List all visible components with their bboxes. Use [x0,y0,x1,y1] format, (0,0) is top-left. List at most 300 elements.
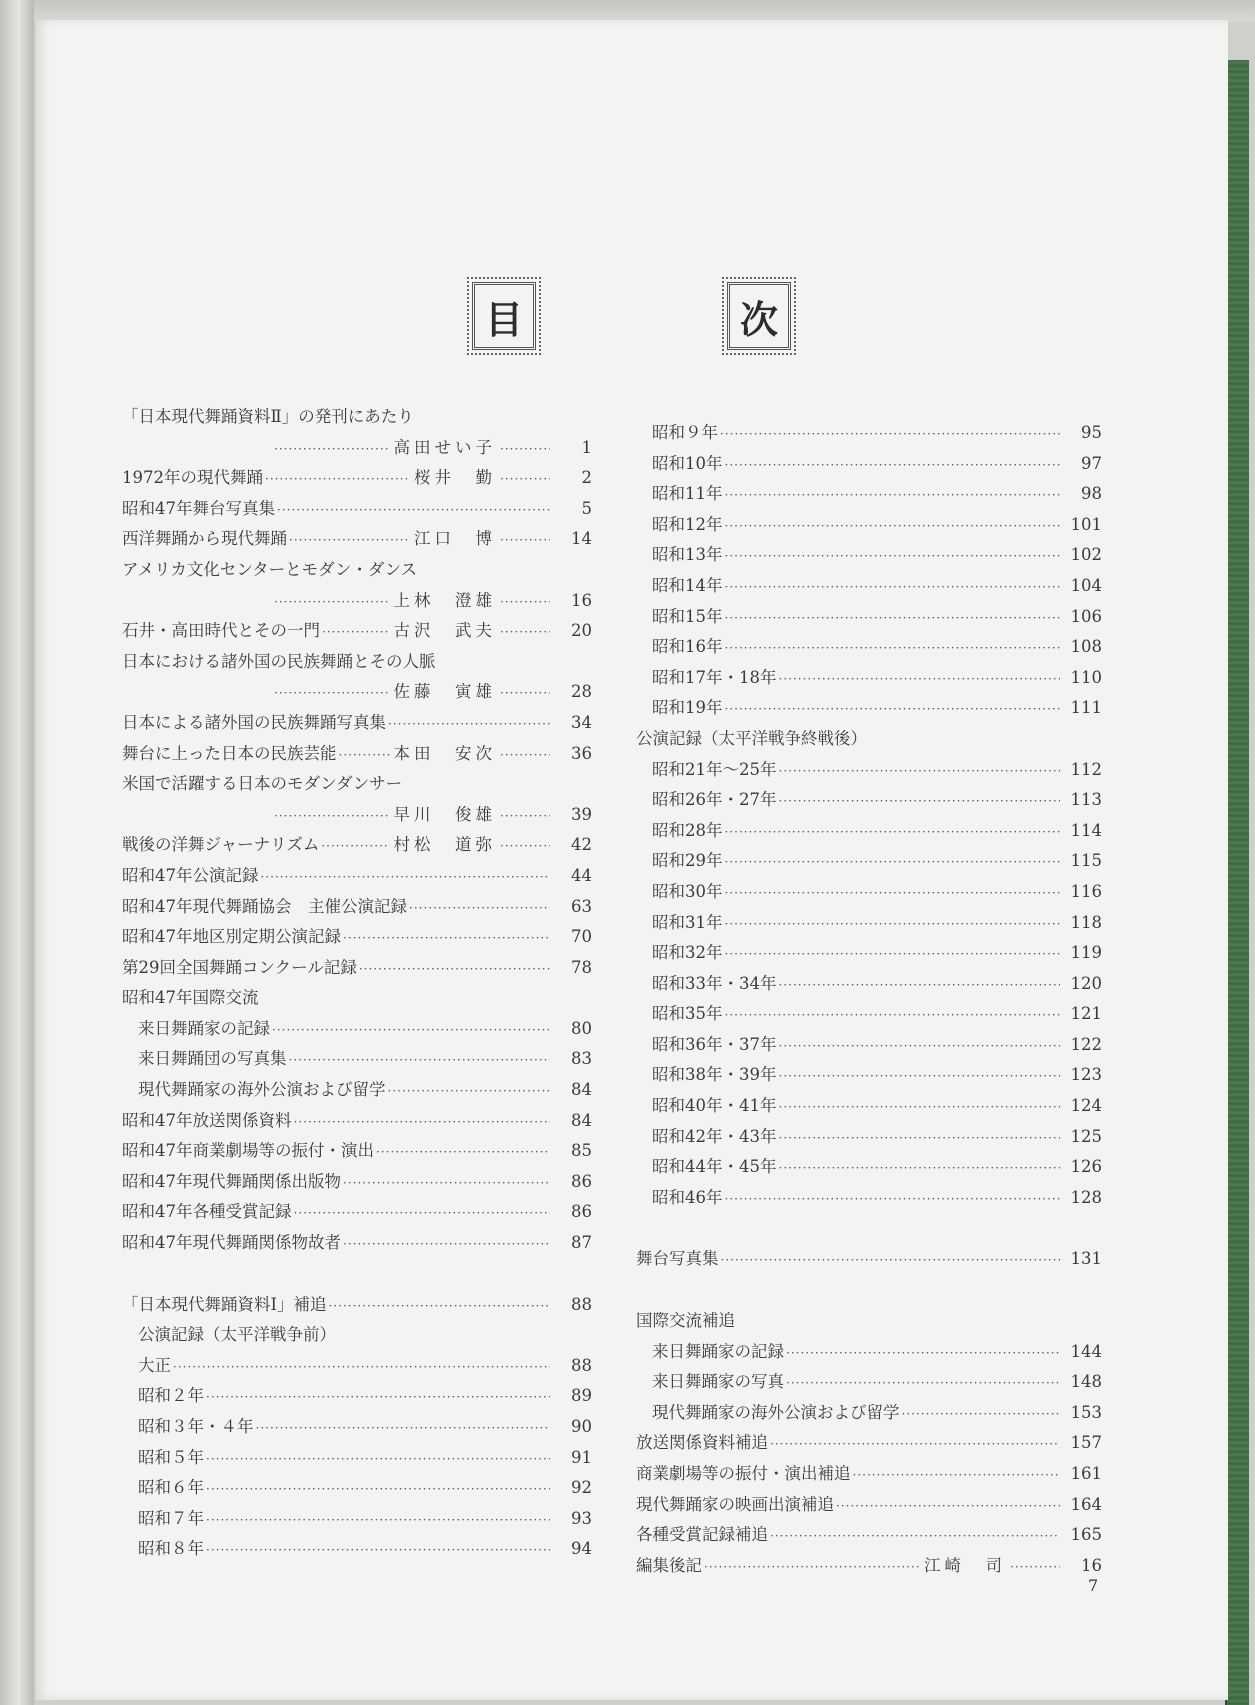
toc-entry-page: 1 [581,437,592,457]
toc-entry [636,877,1102,908]
toc-entry-page: 114 [1070,820,1102,840]
leader-dots [500,587,550,618]
page-number: 7 [1088,1576,1099,1595]
toc-entry-title: 昭和12年 [652,514,723,534]
leader-dots [779,970,1061,1001]
toc-entry [122,861,592,892]
toc-entry [122,677,592,708]
leader-dots [277,495,550,526]
toc-entry [122,953,592,984]
toc-entry-page: 44 [571,865,592,885]
toc-entry-page: 120 [1070,973,1102,993]
leader-dots [836,1491,1060,1522]
leader-dots [206,1505,550,1536]
toc-entry-title: 昭和７年 [138,1508,204,1528]
toc-entry-title: 昭和３年・４年 [138,1417,254,1436]
toc-entry-page: 89 [571,1386,592,1406]
toc-entry-page: 2 [581,468,592,488]
toc-entry-title: 昭和47年現代舞踊関係出版物 [122,1171,341,1191]
toc-entry-title: 昭和17年・18年 [652,667,777,687]
toc-entry [636,1122,1102,1153]
leader-dots [500,740,550,771]
leader-dots [779,786,1061,817]
toc-entry-page: 39 [571,804,592,824]
toc-spacer [636,1213,1102,1244]
toc-entry [636,908,1102,939]
leader-dots [725,694,1061,725]
toc-entry-page: 63 [571,896,592,916]
leader-dots [725,450,1061,481]
toc-entry [122,647,592,678]
leader-dots [725,817,1061,848]
toc-entry-page: 42 [571,835,592,855]
toc-entry [636,846,1102,877]
toc-entry-page: 112 [1070,759,1102,779]
toc-entry-page: 125 [1070,1126,1102,1146]
toc-entry [122,769,592,800]
toc-entry-page: 106 [1070,606,1102,626]
toc-entry-page: 165 [1070,1525,1102,1545]
toc-entry-page: 98 [1081,484,1102,504]
toc-entry-page: 131 [1070,1249,1102,1269]
leader-dots [500,678,550,709]
leader-dots [376,1137,550,1168]
toc-entry [122,1381,592,1412]
leader-dots [294,1198,551,1229]
leader-dots [388,1076,551,1107]
toc-entry-page: 157 [1070,1433,1102,1453]
toc-entry [122,616,592,647]
toc-entry-author: 早川 俊雄 [393,804,496,824]
toc-entry-title: 来日舞踊家の写真 [652,1372,784,1392]
toc-entry [636,1398,1102,1429]
leader-dots [339,740,390,771]
toc-entry-title: 「日本現代舞踊資料Ⅰ」補追 [122,1294,327,1314]
leader-dots [500,801,550,832]
leader-dots [786,1338,1060,1369]
toc-entry [122,1044,592,1075]
leader-dots [322,617,390,648]
leader-dots [779,1123,1061,1154]
toc-entry [122,800,592,831]
toc-entry-page: 85 [571,1141,592,1161]
toc-entry [122,524,592,555]
leader-dots [721,1245,1061,1276]
leader-dots [779,1061,1061,1092]
leader-dots [294,1107,551,1138]
toc-entry-page: 95 [1081,423,1102,442]
toc-entry-title: 昭和47年地区別定期公演記録 [122,927,341,947]
leader-dots [779,756,1061,787]
leader-dots [779,1092,1061,1123]
toc-entry-page: 88 [571,1294,592,1314]
toc-entry-title: 日本による諸外国の民族舞踊写真集 [122,712,386,732]
toc-entry-title: 編集後記 [636,1555,702,1575]
toc-entry [636,571,1102,602]
toc-entry [122,555,592,586]
toc-entry-page: 113 [1070,790,1102,810]
toc-heading-char-1: 目 [472,282,536,350]
toc-entry-page: 102 [1070,545,1102,565]
toc-entry-title: 昭和47年現代舞踊協会 主催公演記録 [122,896,407,916]
toc-entry-title: 舞台写真集 [636,1249,719,1269]
leader-dots [500,831,550,862]
toc-entry-page: 110 [1070,667,1102,687]
toc-entry [122,739,592,770]
leader-dots [206,1535,550,1566]
leader-dots [725,633,1061,664]
toc-entry [636,1060,1102,1091]
toc-entry-author: 村松 道弥 [393,835,496,855]
toc-entry-page: 5 [581,498,592,518]
toc-spacer [122,1259,592,1290]
toc-entry-title: 昭和29年 [652,851,723,871]
toc-entry-author: 江口 博 [414,529,496,549]
toc-entry [122,433,592,464]
leader-dots [500,464,550,495]
toc-entry-title: 昭和42年・43年 [652,1126,777,1146]
book-cover-edge [1225,60,1249,1705]
toc-entry-title: 石井・高田時代とその一門 [122,621,320,641]
toc-entry-title: 米国で活躍する日本のモダンダンサー [122,774,403,794]
toc-entry-page: 111 [1070,698,1102,718]
toc-entry-author: 本田 安次 [393,743,496,763]
leader-dots [500,525,550,556]
toc-entry-title: 放送関係資料補追 [636,1433,768,1453]
toc-entry [122,830,592,861]
leader-dots [321,831,389,862]
toc-entry-page: 119 [1070,943,1102,963]
toc-entry [122,1014,592,1045]
toc-entry-title: 昭和16年 [652,637,723,657]
book-gutter [0,0,34,1705]
toc-entry-title: 商業劇場等の振付・演出補追 [636,1464,851,1483]
toc-entry-title: 昭和11年 [652,484,723,504]
toc-entry-title: 昭和47年国際交流 [122,988,259,1008]
toc-entry-title: 昭和47年舞台写真集 [122,498,275,518]
toc-entry-title: 昭和47年公演記録 [122,865,259,885]
toc-entry-page: 88 [571,1355,592,1375]
leader-dots [329,1291,550,1322]
toc-entry-page: 90 [571,1417,592,1436]
toc-entry-page: 94 [571,1539,592,1559]
toc-entry-title: 昭和２年 [138,1386,204,1406]
toc-entry-title: 昭和35年 [652,1004,723,1024]
toc-entry-title: 大正 [138,1355,171,1375]
toc-entry-title: 昭和19年 [652,698,723,718]
toc-entry-page: 161 [1070,1464,1102,1483]
toc-entry-title: 昭和31年 [652,912,723,932]
leader-dots [265,464,410,495]
leader-dots [289,525,410,556]
toc-entry-page: 164 [1070,1494,1102,1514]
toc-entry-title: 昭和44年・45年 [652,1157,777,1177]
toc-entry-page: 144 [1070,1341,1102,1361]
leader-dots [289,1045,551,1076]
toc-left-column [122,402,592,1565]
toc-entry-page: 16 [1081,1555,1102,1575]
leader-dots [343,1229,550,1260]
toc-entry-page: 118 [1070,912,1102,932]
toc-entry [122,1351,592,1382]
toc-entry [636,816,1102,847]
toc-entry-page: 93 [571,1508,592,1528]
leader-dots [274,434,390,465]
toc-entry [122,1167,592,1198]
toc-entry-page: 91 [571,1447,592,1467]
toc-entry [636,510,1102,541]
leader-dots [359,954,550,985]
toc-entry-title: 現代舞踊家の海外公演および留学 [138,1080,386,1100]
toc-entry-title: 「日本現代舞踊資料Ⅱ」の発刊にあたり [122,407,414,426]
toc-entry-page: 116 [1070,881,1102,901]
toc-entry-page: 104 [1070,575,1102,595]
toc-entry-title: 現代舞踊家の映画出演補追 [636,1494,834,1514]
toc-entry-title: 各種受賞記録補追 [636,1525,768,1545]
toc-entry [122,983,592,1014]
toc-entry [122,1473,592,1504]
leader-dots [779,664,1061,695]
toc-entry [636,418,1102,449]
leader-dots [206,1382,550,1413]
toc-entry-page: 124 [1070,1096,1102,1116]
toc-entry-page: 123 [1070,1065,1102,1085]
toc-entry-page: 78 [571,957,592,977]
toc-entry [636,663,1102,694]
toc-entry [122,1228,592,1259]
toc-entry-page: 70 [571,927,592,947]
toc-entry [122,1412,592,1443]
toc-spacer [636,1275,1102,1306]
toc-entry-page: 97 [1081,453,1102,473]
toc-entry-title: 来日舞踊家の記録 [138,1018,270,1038]
leader-dots [343,1168,550,1199]
toc-entry-title: 国際交流補追 [636,1311,735,1331]
leader-dots [725,1000,1061,1031]
toc-entry-title: 昭和46年 [652,1187,723,1207]
toc-entry [636,632,1102,663]
toc-entry [636,1244,1102,1275]
toc-entry-title: 戦後の洋舞ジャーナリズム [122,835,320,855]
toc-entry [636,755,1102,786]
toc-entry [122,1136,592,1167]
toc-entry [122,1075,592,1106]
toc-entry-page: 101 [1070,514,1102,534]
leader-dots [274,587,390,618]
toc-entry-title: 昭和15年 [652,606,723,626]
leader-dots [725,909,1061,940]
toc-entry [636,479,1102,510]
toc-entry-page: 148 [1070,1372,1102,1392]
leader-dots [725,541,1061,572]
toc-entry-page: 115 [1070,851,1102,871]
toc-entry [636,1490,1102,1521]
toc-entry-title: 昭和５年 [138,1447,204,1467]
leader-dots [725,511,1061,542]
toc-entry [122,922,592,953]
toc-entry [636,1030,1102,1061]
leader-dots [725,1184,1061,1215]
toc-entry [122,892,592,923]
book-top-edge [34,0,1255,22]
toc-entry-page: 80 [571,1018,592,1038]
toc-entry [122,1443,592,1474]
leader-dots [1010,1552,1060,1583]
leader-dots [272,1015,550,1046]
toc-entry [636,693,1102,724]
toc-entry-page: 34 [571,712,592,732]
toc-entry [122,1534,592,1565]
toc-entry [636,724,1102,755]
toc-entry-title: 1972年の現代舞踊 [122,468,263,488]
toc-entry-page: 122 [1070,1034,1102,1054]
leader-dots [261,862,551,893]
leader-dots [274,678,390,709]
toc-entry-title: 公演記録（太平洋戦争終戦後） [636,728,867,748]
toc-entry-title: 公演記録（太平洋戦争前） [138,1325,336,1345]
toc-entry [636,602,1102,633]
toc-entry [636,1367,1102,1398]
toc-entry-title: 昭和30年 [652,881,723,901]
toc-entry-page: 92 [571,1478,592,1498]
toc-entry-page: 14 [571,529,592,549]
toc-entry-title: 昭和32年 [652,943,723,963]
toc-entry [122,402,592,433]
toc-entry-author: 佐藤 寅雄 [393,682,496,702]
leader-dots [779,1153,1061,1184]
leader-dots [343,923,550,954]
toc-entry [122,494,592,525]
toc-entry-title: アメリカ文化センターとモダン・ダンス [122,559,418,579]
toc-entry-page: 87 [571,1233,592,1253]
toc-entry-title: 昭和38年・39年 [652,1065,777,1085]
toc-entry [636,1152,1102,1183]
toc-entry-page: 128 [1070,1187,1102,1207]
toc-entry-page: 126 [1070,1157,1102,1177]
toc-entry-title: 昭和26年・27年 [652,790,777,810]
toc-entry-page: 121 [1070,1004,1102,1024]
toc-entry-title: 昭和47年放送関係資料 [122,1110,292,1130]
toc-entry-title: 来日舞踊家の記録 [652,1341,784,1361]
toc-entry-page: 36 [571,743,592,763]
leader-dots [409,893,550,924]
toc-entry-page: 84 [571,1110,592,1130]
toc-entry-title: 舞台に上った日本の民族芸能 [122,743,337,763]
toc-entry [636,1337,1102,1368]
toc-entry-page: 28 [571,682,592,702]
toc-entry-title: 昭和８年 [138,1539,204,1559]
leader-dots [206,1474,550,1505]
toc-entry-page: 16 [571,590,592,610]
toc-entry [636,999,1102,1030]
toc-entry [122,708,592,739]
toc-entry-title: 昭和28年 [652,820,723,840]
leader-dots [770,1521,1060,1552]
toc-entry-page: 153 [1070,1402,1102,1422]
toc-entry [636,1091,1102,1122]
toc-entry-title: 西洋舞踊から現代舞踊 [122,529,287,549]
leader-dots [500,434,550,465]
toc-entry-title: 昭和９年 [652,423,718,442]
toc-entry-author: 古沢 武夫 [393,621,496,641]
leader-dots [500,617,550,648]
leader-dots [770,1429,1060,1460]
toc-entry-author: 高田せい子 [393,437,496,457]
toc-entry-title: 来日舞踊団の写真集 [138,1049,287,1069]
toc-entry-page: 84 [571,1080,592,1100]
toc-entry-title: 昭和47年現代舞踊関係物故者 [122,1233,341,1253]
leader-dots [720,419,1060,450]
toc-entry-page: 108 [1070,637,1102,657]
leader-dots [206,1444,550,1475]
toc-entry [636,785,1102,816]
toc-entry [636,1551,1102,1582]
leader-dots [725,480,1061,511]
toc-entry-title: 日本における諸外国の民族舞踊とその人脈 [122,651,436,671]
leader-dots [725,878,1061,909]
leader-dots [853,1460,1061,1491]
toc-entry-title: 現代舞踊家の海外公演および留学 [652,1402,900,1422]
toc-entry-title: 昭和40年・41年 [652,1096,777,1116]
toc-entry-author: 桜井 勤 [414,468,496,488]
leader-dots [256,1413,551,1444]
toc-entry [636,1520,1102,1551]
toc-entry-page: 86 [571,1171,592,1191]
toc-entry-title: 昭和14年 [652,575,723,595]
toc-entry [636,969,1102,1000]
toc-entry-title: 昭和36年・37年 [652,1034,777,1054]
toc-entry-page: 83 [571,1049,592,1069]
toc-entry-title: 昭和13年 [652,545,723,565]
toc-entry-title: 昭和６年 [138,1478,204,1498]
leader-dots [704,1552,920,1583]
toc-entry [636,938,1102,969]
toc-entry [636,540,1102,571]
toc-entry [122,1320,592,1351]
toc-entry [122,1106,592,1137]
leader-dots [786,1368,1060,1399]
toc-entry [122,463,592,494]
toc-entry-title: 昭和33年・34年 [652,973,777,993]
leader-dots [725,603,1061,634]
toc-entry-page: 86 [571,1202,592,1222]
toc-entry [122,1290,592,1321]
toc-entry [636,1306,1102,1337]
leader-dots [388,709,550,740]
leader-dots [779,1031,1061,1062]
toc-entry [636,449,1102,480]
leader-dots [274,801,390,832]
leader-dots [725,572,1061,603]
toc-entry-page: 20 [571,621,592,641]
leader-dots [902,1399,1061,1430]
toc-entry [636,1183,1102,1214]
toc-entry [636,1459,1102,1490]
toc-entry [122,1197,592,1228]
toc-entry-author: 上林 澄雄 [393,590,496,610]
toc-entry [122,1504,592,1535]
toc-entry [636,1428,1102,1459]
toc-entry-title: 第29回全国舞踊コンクール記録 [122,957,357,977]
toc-entry-title: 昭和47年各種受賞記録 [122,1202,292,1222]
toc-entry-title: 昭和21年～25年 [652,759,777,779]
toc-heading-char-2: 次 [727,282,791,350]
toc-right-column [636,418,1102,1581]
toc-entry-title: 昭和47年商業劇場等の振付・演出 [122,1141,374,1161]
toc-entry-author: 江崎 司 [924,1555,1006,1575]
leader-dots [725,939,1061,970]
toc-entry [122,586,592,617]
